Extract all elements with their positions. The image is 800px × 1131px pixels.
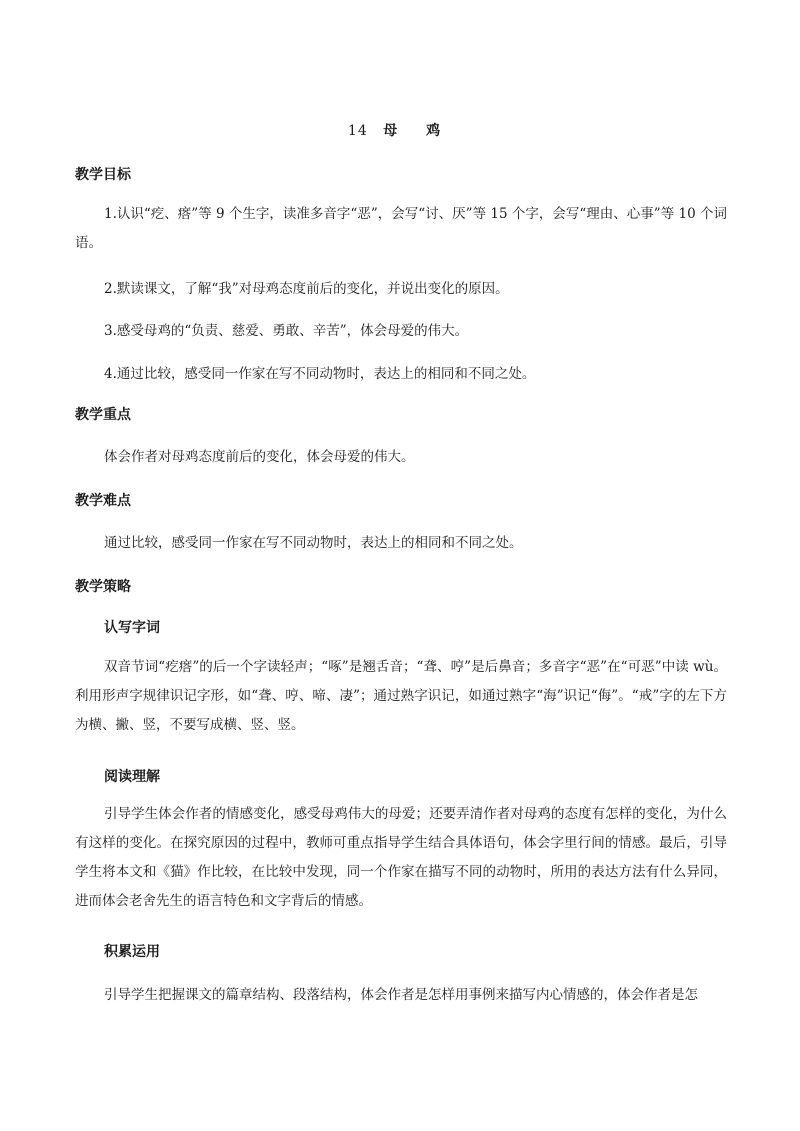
reading-heading: 阅读理解 [104,769,160,785]
strategy-heading: 教学策略 [75,579,131,595]
objectives-heading: 教学目标 [75,167,131,183]
objective-item: 1.认识“疙、瘩”等 9 个生字，读准多音字“恶”，会写“讨、厌”等 15 个字，会写“理由、心事”等 10 个词语。 [75,206,727,251]
words-heading: 认写字词 [104,620,160,636]
lesson-title [0,120,800,140]
words-text: 双音节词“疙瘩”的后一个字读轻声；“啄”是翘舌音；“聋、哼”是后鼻音；多音字“恶”在“可恶”中读 wù。利用形声字规律识记字形，如“聋、哼、啼、凄”；通过熟字识记，如通过熟字“海”识记“侮”。“戒”字的左下方为横、撇、竖，不要写成横、竖、竖。 [75,659,727,733]
key-points-text: 体会作者对母鸡态度前后的变化，体会母爱的伟大。 [104,449,415,465]
accumulate-heading: 积累运用 [104,944,160,960]
objective-item: 3.感受母鸡的“负责、慈爱、勇敢、辛苦”，体会母爱的伟大。 [104,323,469,339]
difficulty-text: 通过比较，感受同一作家在写不同动物时，表达上的相同和不同之处。 [104,535,523,551]
objective-item: 4.通过比较，感受同一作家在写不同动物时，表达上的相同和不同之处。 [104,366,536,382]
accumulate-text: 引导学生把握课文的篇章结构、段落结构，体会作者是怎样用事例来描写内心情感的，体会作者是怎 [104,987,698,1003]
key-points-heading: 教学重点 [75,407,131,423]
objective-item: 2.默读课文，了解“我”对母鸡态度前后的变化，并说出变化的原因。 [104,281,509,297]
reading-text: 引导学生体会作者的情感变化，感受母鸡伟大的母爱；还要弄清作者对母鸡的态度有怎样的变化，为什么有这样的变化。在探究原因的过程中，教师可重点指导学生结合具体语句，体会字里行间的情感。最后，引导学生将本文和《猫》作比较，在比较中发现，同一个作家在描写不同的动物时，所用的表达方法有什么异同，进而体会老舍先生的语言特色和文字背后的情感。 [75,806,727,909]
lesson-name: 母 鸡 [383,123,453,139]
difficulty-heading: 教学难点 [75,493,131,509]
lesson-number: 14 [347,123,368,139]
